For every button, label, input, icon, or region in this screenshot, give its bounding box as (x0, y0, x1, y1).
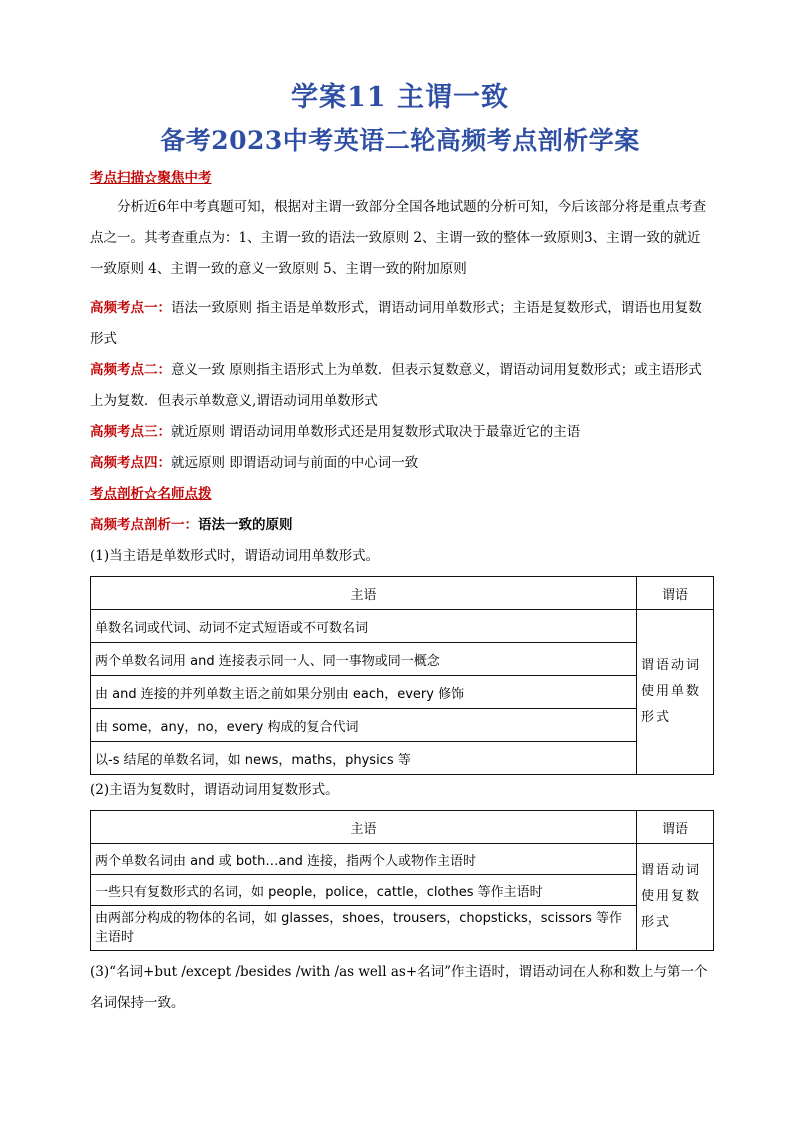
column-header-subject: 主语 (91, 811, 637, 844)
table-row (91, 610, 714, 643)
table-cell-subject: 由两部分构成的物体的名词，如 glasses，shoes，trousers，chopsticks，scissors 等作主语时 (91, 906, 637, 951)
sub-heading-label: 高频考点剖析一： (90, 517, 198, 533)
key-point-text: 就远原则 即谓语动词与前面的中心词一致 (171, 455, 419, 471)
key-point-text: 语法一致原则 指主语是单数形式，谓语动词用单数形式；主语是复数形式，谓语也用复数形式 (90, 300, 702, 347)
key-point-label: 高频考点三： (90, 424, 171, 440)
table-cell-predicate: 谓语动词使用单数形式 (637, 610, 714, 775)
section-heading-analysis: 考点剖析☆名师点拨 (90, 486, 212, 502)
page-title: 学案11 主谓一致 (291, 82, 509, 113)
table-row (91, 643, 714, 676)
table-cell-subject: 两个单数名词用 and 连接表示同一人、同一事物或同一概念 (91, 643, 637, 676)
key-point-1 (90, 293, 710, 355)
table-cell-subject: 以-s 结尾的单数名词，如 news，maths，physics 等 (91, 742, 637, 775)
table-header-row (91, 577, 714, 610)
table-cell-subject: 两个单数名词由 and 或 both…and 连接，指两个人或物作主语时 (91, 844, 637, 875)
document-page (90, 80, 710, 1019)
table-cell-predicate: 谓语动词使用复数形式 (637, 844, 714, 951)
table-cell-subject: 由 some，any，no，every 构成的复合代词 (91, 709, 637, 742)
sub-heading-title: 语法一致的原则 (198, 517, 293, 533)
key-point-label: 高频考点四： (90, 455, 171, 471)
key-point-text: 意义一致 原则指主语形式上为单数．但表示复数意义，谓语动词用复数形式；或主语形式上为复数．但表示单数意义,谓语动词用单数形式 (90, 362, 702, 409)
table-row (91, 676, 714, 709)
column-header-subject: 主语 (91, 577, 637, 610)
singular-rules-table (90, 576, 714, 775)
section-heading-analysis-row (90, 479, 710, 510)
rule-3: (3)“名词+but /except /besides /with /as well as+名词”作主语时，谓语动词在人称和数上与第一个名词保持一致。 (90, 964, 708, 1011)
plural-rules-table (90, 810, 714, 951)
table-row (91, 906, 714, 951)
page-subtitle: 备考2023中考英语二轮高频考点剖析学案 (160, 126, 640, 155)
rule-2: (2)主语为复数时，谓语动词用复数形式。 (90, 782, 339, 798)
table-row (91, 875, 714, 906)
table-row (91, 709, 714, 742)
table-row (91, 844, 714, 875)
column-header-predicate: 谓语 (637, 811, 714, 844)
section-heading-scan: 考点扫描☆聚焦中考 (90, 170, 212, 186)
table-row (91, 742, 714, 775)
table-cell-subject: 一些只有复数形式的名词，如 people，police，cattle，clothes 等作主语时 (91, 875, 637, 906)
table-cell-subject: 单数名词或代词、动词不定式短语或不可数名词 (91, 610, 637, 643)
rule-1: (1)当主语是单数形式时，谓语动词用单数形式。 (90, 548, 380, 564)
key-point-3 (90, 417, 710, 448)
key-point-label: 高频考点二： (90, 362, 171, 378)
column-header-predicate: 谓语 (637, 577, 714, 610)
table-cell-subject: 由 and 连接的并列单数主语之前如果分别由 each，every 修饰 (91, 676, 637, 709)
table-header-row (91, 811, 714, 844)
key-point-2 (90, 355, 710, 417)
key-point-text: 就近原则 谓语动词用单数形式还是用复数形式取决于最靠近它的主语 (171, 424, 581, 440)
key-point-4 (90, 448, 710, 479)
intro-paragraph: 分析近6年中考真题可知，根据对主谓一致部分全国各地试题的分析可知，今后该部分将是重点考查点之一。其考查重点为：1、主谓一致的语法一致原则 2、主谓一致的整体一致原则3、主谓一致的就近一致原则 4、主谓一致的意义一致原则 5、主谓一致的附加原则 (90, 199, 707, 277)
key-point-label: 高频考点一： (90, 300, 171, 316)
sub-heading (90, 510, 710, 541)
